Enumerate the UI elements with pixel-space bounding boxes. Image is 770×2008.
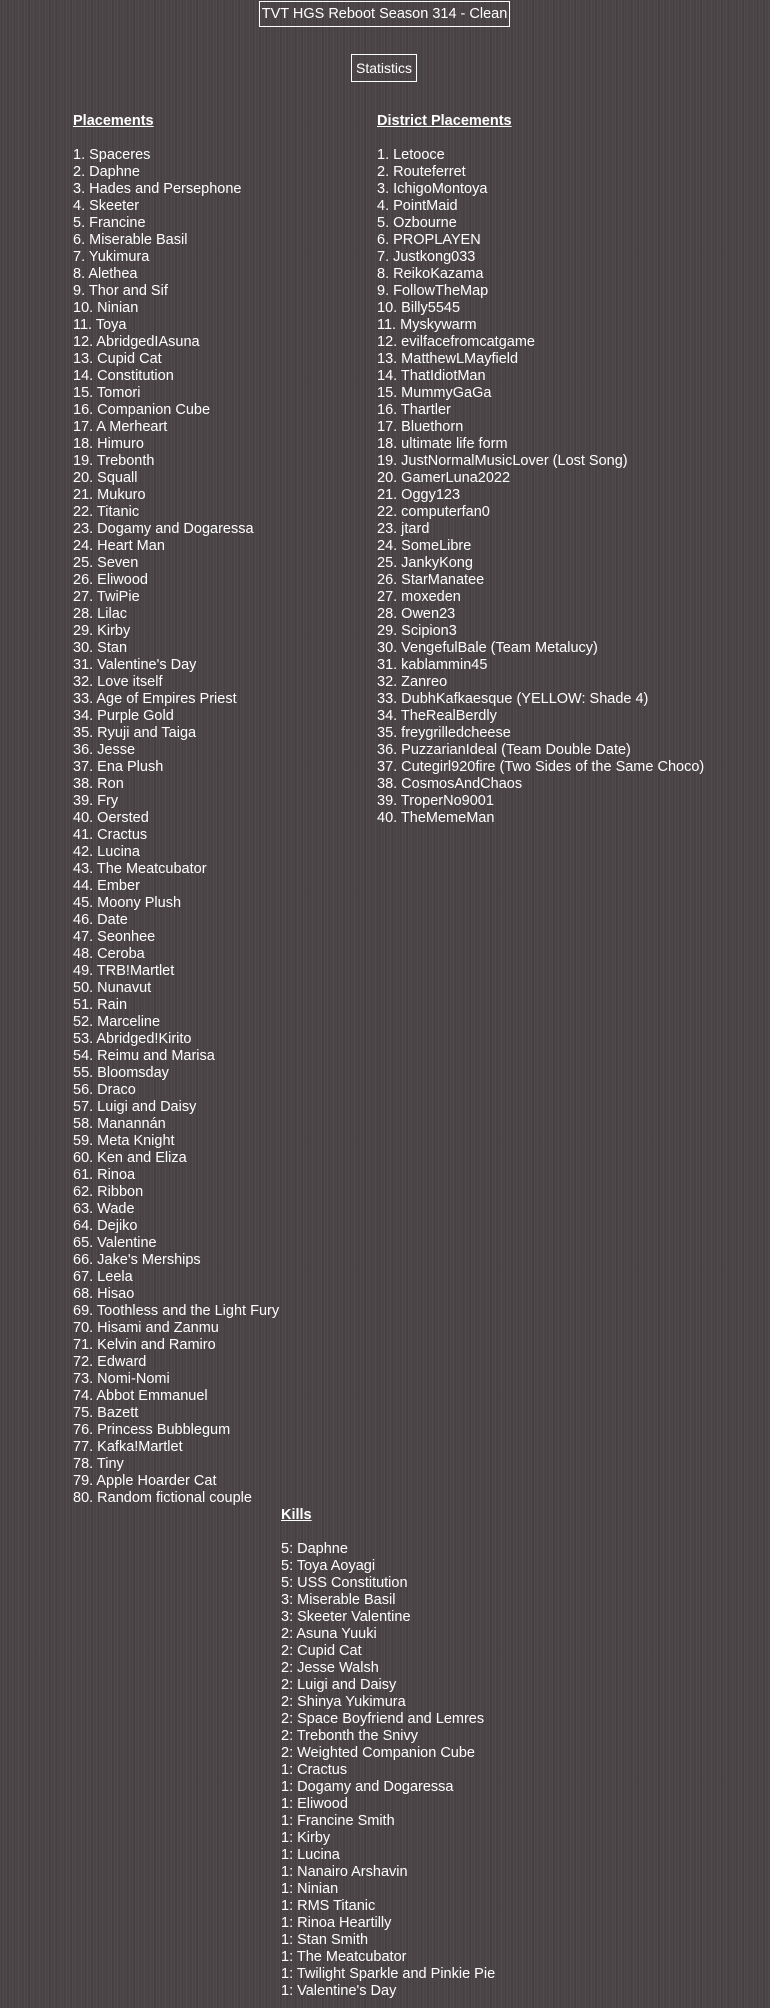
placement-item: 62. Ribbon (73, 1184, 144, 1200)
kill-item: 1: Stan Smith (281, 1932, 369, 1948)
placement-item: 38. Ron (73, 776, 124, 792)
placement-item: 46. Date (73, 912, 128, 928)
placement-item: 60. Ken and Eliza (73, 1150, 187, 1166)
district-placement-item: 8. ReikoKazama (377, 266, 484, 282)
kill-item: 5: Toya Aoyagi (281, 1558, 376, 1574)
placement-item: 12. AbridgedIAsuna (73, 334, 200, 350)
placement-item: 67. Leela (73, 1269, 133, 1285)
placement-item: 10. Ninian (73, 300, 139, 316)
placement-item: 56. Draco (73, 1082, 136, 1098)
placement-item: 70. Hisami and Zanmu (73, 1320, 219, 1336)
kill-item: 1: Eliwood (281, 1796, 348, 1812)
district-placement-item: 37. Cutegirl920fire (Two Sides of the Same Choco) (377, 759, 705, 775)
placement-item: 73. Nomi-Nomi (73, 1371, 170, 1387)
placement-item: 24. Heart Man (73, 538, 165, 554)
placement-item: 65. Valentine (73, 1235, 157, 1251)
district-placement-item: 26. StarManatee (377, 572, 485, 588)
placement-item: 39. Fry (73, 793, 119, 809)
placements-heading: Placements (73, 113, 154, 129)
kill-item: 1: Kirby (281, 1830, 331, 1846)
placement-item: 58. Manannán (73, 1116, 166, 1132)
placements-section (73, 113, 279, 1507)
kill-item: 1: Ninian (281, 1881, 339, 1897)
district-placement-item: 14. ThatIdiotMan (377, 368, 486, 384)
placement-item: 9. Thor and Sif (73, 283, 168, 299)
placement-item: 66. Jake's Merships (73, 1252, 201, 1268)
placement-item: 5. Francine (73, 215, 146, 231)
kill-item: 2: Cupid Cat (281, 1643, 362, 1659)
placement-item: 76. Princess Bubblegum (73, 1422, 231, 1438)
district-placements-heading: District Placements (377, 113, 512, 129)
kill-item: 5: USS Constitution (281, 1575, 408, 1591)
kill-item: 1: Cractus (281, 1762, 348, 1778)
district-placement-item: 9. FollowTheMap (377, 283, 489, 299)
kill-item: 1: RMS Titanic (281, 1898, 376, 1914)
district-placements-list (377, 147, 704, 827)
district-placement-item: 40. TheMemeMan (377, 810, 495, 826)
placement-item: 23. Dogamy and Dogaressa (73, 521, 254, 537)
district-placement-item: 20. GamerLuna2022 (377, 470, 511, 486)
placement-item: 16. Companion Cube (73, 402, 211, 418)
kill-item: 1: Lucina (281, 1847, 340, 1863)
district-placement-item: 22. computerfan0 (377, 504, 490, 520)
district-placement-item: 7. Justkong033 (377, 249, 476, 265)
spacer (73, 130, 279, 147)
district-placement-item: 21. Oggy123 (377, 487, 461, 503)
district-placement-item: 19. JustNormalMusicLover (Lost Song) (377, 453, 628, 469)
kill-item: 2: Space Boyfriend and Lemres (281, 1711, 485, 1727)
placement-item: 2. Daphne (73, 164, 140, 180)
placement-item: 53. Abridged!Kirito (73, 1031, 192, 1047)
placement-item: 11. Toya (73, 317, 127, 333)
kill-item: 1: Rinoa Heartilly (281, 1915, 392, 1931)
placement-item: 43. The Meatcubator (73, 861, 207, 877)
placement-item: 20. Squall (73, 470, 138, 486)
kill-item: 1: Dogamy and Dogaressa (281, 1779, 454, 1795)
placement-item: 1. Spaceres (73, 147, 151, 163)
placement-item: 30. Stan (73, 640, 128, 656)
placement-item: 80. Random fictional couple (73, 1490, 252, 1506)
placement-item: 18. Himuro (73, 436, 144, 452)
kill-item: 2: Trebonth the Snivy (281, 1728, 419, 1744)
kill-item: 2: Luigi and Daisy (281, 1677, 397, 1693)
district-placement-item: 18. ultimate life form (377, 436, 508, 452)
district-placement-item: 13. MatthewLMayfield (377, 351, 519, 367)
district-placement-item: 33. DubhKafkaesque (YELLOW: Shade 4) (377, 691, 649, 707)
district-placement-item: 39. TroperNo9001 (377, 793, 494, 809)
placement-item: 64. Dejiko (73, 1218, 138, 1234)
district-placement-item: 2. Routeferret (377, 164, 466, 180)
district-placement-item: 27. moxeden (377, 589, 461, 605)
district-placement-item: 36. PuzzarianIdeal (Team Double Date) (377, 742, 631, 758)
placement-item: 31. Valentine's Day (73, 657, 197, 673)
district-placement-item: 25. JankyKong (377, 555, 473, 571)
placement-item: 71. Kelvin and Ramiro (73, 1337, 216, 1353)
placement-item: 37. Ena Plush (73, 759, 164, 775)
district-placement-item: 11. Myskywarm (377, 317, 477, 333)
placement-item: 22. Titanic (73, 504, 140, 520)
kill-item: 1: Valentine's Day (281, 1983, 397, 1999)
placement-item: 26. Eliwood (73, 572, 148, 588)
placement-item: 75. Bazett (73, 1405, 139, 1421)
placement-item: 17. A Merheart (73, 419, 168, 435)
kills-section (281, 1507, 495, 2000)
placement-item: 7. Yukimura (73, 249, 150, 265)
placement-item: 50. Nunavut (73, 980, 152, 996)
placement-item: 27. TwiPie (73, 589, 140, 605)
placement-item: 44. Ember (73, 878, 140, 894)
district-placement-item: 10. Billy5545 (377, 300, 461, 316)
kill-item: 2: Asuna Yuuki (281, 1626, 377, 1642)
placement-item: 47. Seonhee (73, 929, 156, 945)
district-placement-item: 24. SomeLibre (377, 538, 472, 554)
placement-item: 59. Meta Knight (73, 1133, 175, 1149)
kill-item: 1: Twilight Sparkle and Pinkie Pie (281, 1966, 496, 1982)
placement-item: 28. Lilac (73, 606, 128, 622)
placement-item: 63. Wade (73, 1201, 135, 1217)
kill-item: 1: Francine Smith (281, 1813, 395, 1829)
district-placements-section (377, 113, 704, 827)
placement-item: 8. Alethea (73, 266, 138, 282)
district-placement-item: 4. PointMaid (377, 198, 458, 214)
district-placement-item: 38. CosmosAndChaos (377, 776, 523, 792)
placement-item: 57. Luigi and Daisy (73, 1099, 197, 1115)
placement-item: 34. Purple Gold (73, 708, 174, 724)
kill-item: 1: The Meatcubator (281, 1949, 407, 1965)
district-placement-item: 1. Letooce (377, 147, 445, 163)
placement-item: 77. Kafka!Martlet (73, 1439, 183, 1455)
placement-item: 25. Seven (73, 555, 139, 571)
placement-item: 21. Mukuro (73, 487, 146, 503)
page-title: TVT HGS Reboot Season 314 - Clean (259, 1, 510, 27)
placement-item: 78. Tiny (73, 1456, 124, 1472)
placement-item: 33. Age of Empires Priest (73, 691, 237, 707)
placement-item: 61. Rinoa (73, 1167, 136, 1183)
placement-item: 19. Trebonth (73, 453, 155, 469)
district-placement-item: 30. VengefulBale (Team Metalucy) (377, 640, 598, 656)
kill-item: 1: Nanairo Arshavin (281, 1864, 408, 1880)
placement-item: 54. Reimu and Marisa (73, 1048, 215, 1064)
kill-item: 3: Miserable Basil (281, 1592, 396, 1608)
district-placement-item: 3. IchigoMontoya (377, 181, 488, 197)
kill-item: 3: Skeeter Valentine (281, 1609, 411, 1625)
district-placement-item: 28. Owen23 (377, 606, 456, 622)
placement-item: 15. Tomori (73, 385, 141, 401)
kill-item: 5: Daphne (281, 1541, 348, 1557)
placement-item: 79. Apple Hoarder Cat (73, 1473, 217, 1489)
placement-item: 72. Edward (73, 1354, 147, 1370)
kill-item: 2: Jesse Walsh (281, 1660, 379, 1676)
district-placement-item: 32. Zanreo (377, 674, 448, 690)
placement-item: 51. Rain (73, 997, 128, 1013)
placement-item: 42. Lucina (73, 844, 140, 860)
placement-item: 48. Ceroba (73, 946, 145, 962)
district-placement-item: 35. freygrilledcheese (377, 725, 511, 741)
placement-item: 68. Hisao (73, 1286, 135, 1302)
kill-item: 2: Shinya Yukimura (281, 1694, 406, 1710)
district-placement-item: 15. MummyGaGa (377, 385, 492, 401)
placement-item: 41. Cractus (73, 827, 148, 843)
kill-item: 2: Weighted Companion Cube (281, 1745, 475, 1761)
spacer (377, 130, 704, 147)
kills-heading: Kills (281, 1507, 312, 1523)
placement-item: 69. Toothless and the Light Fury (73, 1303, 280, 1319)
district-placement-item: 5. Ozbourne (377, 215, 457, 231)
district-placement-item: 16. Thartler (377, 402, 451, 418)
placement-item: 49. TRB!Martlet (73, 963, 175, 979)
placement-item: 36. Jesse (73, 742, 136, 758)
statistics-button[interactable]: Statistics (351, 54, 417, 82)
district-placement-item: 29. Scipion3 (377, 623, 457, 639)
placement-item: 3. Hades and Persephone (73, 181, 242, 197)
placement-item: 40. Oersted (73, 810, 149, 826)
placement-item: 52. Marceline (73, 1014, 161, 1030)
district-placement-item: 23. jtard (377, 521, 430, 537)
placement-item: 29. Kirby (73, 623, 131, 639)
placement-item: 35. Ryuji and Taiga (73, 725, 197, 741)
placement-item: 4. Skeeter (73, 198, 140, 214)
district-placement-item: 17. Bluethorn (377, 419, 464, 435)
placement-item: 45. Moony Plush (73, 895, 182, 911)
spacer (281, 1524, 495, 1541)
district-placement-item: 34. TheRealBerdly (377, 708, 497, 724)
kills-list (281, 1541, 495, 2000)
placement-item: 74. Abbot Emmanuel (73, 1388, 208, 1404)
district-placement-item: 12. evilfacefromcatgame (377, 334, 535, 350)
placements-list (73, 147, 279, 1507)
placement-item: 14. Constitution (73, 368, 174, 384)
placement-item: 55. Bloomsday (73, 1065, 169, 1081)
placement-item: 6. Miserable Basil (73, 232, 188, 248)
placement-item: 13. Cupid Cat (73, 351, 162, 367)
placement-item: 32. Love itself (73, 674, 163, 690)
district-placement-item: 31. kablammin45 (377, 657, 488, 673)
district-placement-item: 6. PROPLAYEN (377, 232, 481, 248)
